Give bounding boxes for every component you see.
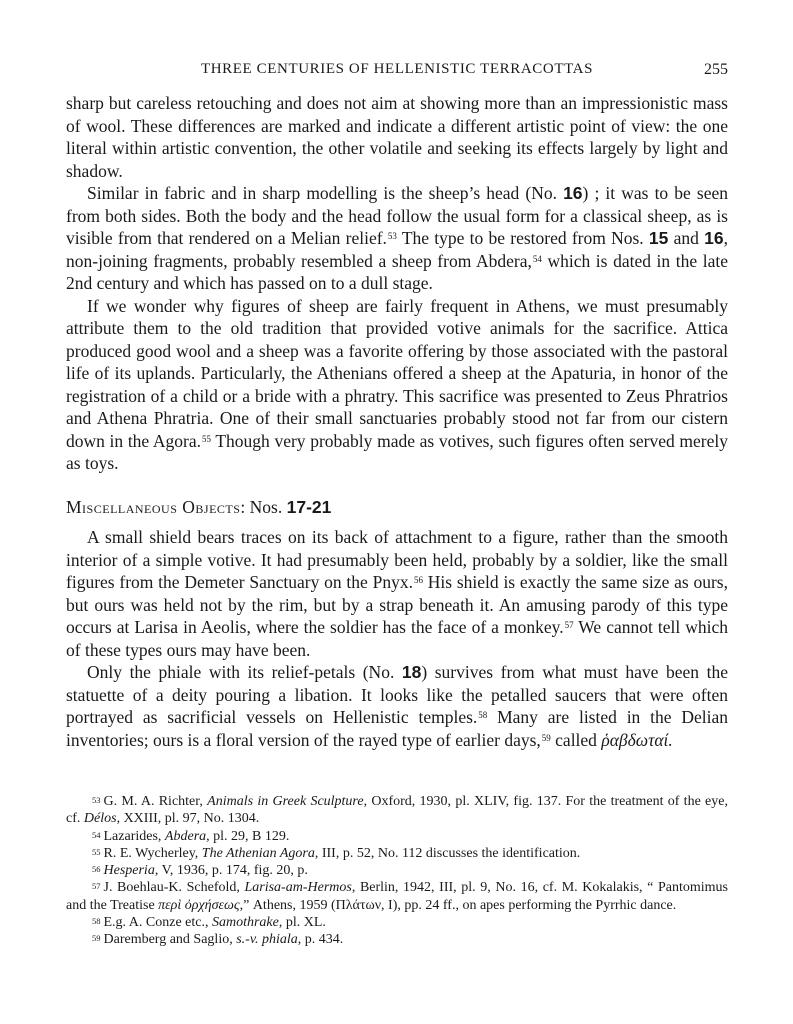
text-run: , pl. 29, B 129. (206, 828, 290, 844)
footnote-54 (66, 828, 728, 845)
footnote-ref-58[interactable]: 58 (478, 710, 488, 720)
footnote-ref-53[interactable]: 53 (387, 231, 397, 241)
cited-title: περὶ ὀρχήσεως (158, 897, 240, 913)
paragraph-5 (66, 661, 728, 751)
cited-title: Animals in Greek Sculpture (207, 794, 364, 809)
cited-title: The Athenian Agora (201, 845, 315, 861)
footnote-number: 55 (92, 846, 101, 857)
cited-title: Hesperia (103, 863, 155, 879)
text-run: If we wonder why figures of sheep are fairly frequent in Athens, we must presumably attribute them to the old tradition that provided votive animals for the sacrifice. Attica produced good wool and a sheep was a favorite offering by those associated with the pastoral life of its uplands. Particularly, the Athenians offered a sheep at the Apaturia, in honor of the registration of a child or a bride with a phratry. This sacrifice was presented to Zeus Phratrios and Athena Phratria. One of their small sanctuaries probably stood not far from our cistern down in the Agora. (66, 295, 728, 451)
paragraph-1 (66, 92, 728, 182)
text-run: ,” Athens, 1959 (Πλάτων, I), pp. 24 ff., on apes performing the Pyrrhic dance. (239, 897, 677, 913)
text-run: Daremberg and Saglio, (103, 932, 237, 948)
item-number: 15 (648, 228, 669, 248)
footnote-number: 59 (92, 933, 101, 944)
footnote-56 (66, 862, 728, 879)
footnote-number: 53 (92, 795, 101, 805)
text-run: which is dated in the late 2nd century and which has passed on to a dull stage. (66, 250, 728, 293)
cited-title: Abdera (164, 828, 207, 844)
footnote-ref-59[interactable]: 59 (541, 732, 551, 743)
text-run: Lazarides, (103, 828, 165, 844)
text-run: J. Boehlau-K. Schefold, (103, 880, 245, 896)
text-run: , pl. XL. (278, 915, 326, 931)
text-run: ) ; it was to be seen from both sides. Both the body and the head follow the usual form for a classical sheep, as is visible from that rendered on a Melian relief. (66, 183, 728, 248)
text-run: called (550, 729, 602, 750)
section-label: Miscellaneous Objects (66, 496, 241, 517)
text-run: , non-joining fragments, probably resembled a sheep from Abdera, (66, 228, 728, 271)
cited-title: Samothrake (211, 915, 279, 931)
footnote-57 (66, 879, 728, 914)
footnote-55 (66, 845, 728, 862)
paragraph-3 (66, 295, 728, 475)
footnote-ref-55[interactable]: 55 (202, 433, 212, 444)
text-run: , XXIII, pl. 97, No. 1304. (116, 811, 260, 827)
footnote-number: 58 (92, 916, 101, 927)
item-number: 16 (704, 228, 724, 248)
footnote-59 (66, 931, 728, 948)
paragraph-1-text: sharp but careless retouching and does not aim at showing more than an impressionistic mass of wool. These differences are marked and indicate a different artistic point of view: the one literal within artistic convention, the other volatile and seeking its effects largely by light and shadow. (66, 93, 728, 181)
section-sep: : Nos. (240, 496, 287, 517)
text-run: and (668, 228, 705, 248)
footnote-number: 56 (92, 864, 101, 875)
footnote-number: 57 (92, 881, 101, 892)
text-run: G. M. A. Richter, (103, 794, 208, 809)
footnote-58 (66, 914, 728, 931)
footnote-ref-57[interactable]: 57 (564, 620, 574, 630)
text-run: , p. 434. (297, 932, 344, 948)
footnotes (66, 793, 728, 949)
text-run: Only the phiale with its relief-petals (No. (87, 662, 402, 682)
text-run: , V, 1936, p. 174, fig. 20, p. (154, 863, 308, 879)
cited-title: s.-v. phiala (236, 932, 298, 948)
item-number: 18 (401, 662, 422, 682)
footnote-ref-54[interactable]: 54 (532, 253, 542, 264)
paragraph-4 (66, 526, 728, 661)
text-run: R. E. Wycherley, (103, 845, 202, 861)
cited-title: Délos (83, 811, 117, 827)
text-run: , Oxford, 1930, pl. XLIV, fig. 137. For the treatment of the eye, cf. (66, 794, 728, 827)
text-run: His shield is exactly the same size as ours, but ours was held not by the rim, but by a strap beneath it. An amusing parody of this type occurs at Larisa in Aeolis, where the soldier has the face of a monkey. (66, 572, 728, 637)
running-header (66, 61, 728, 83)
item-number: 16 (563, 183, 583, 203)
paragraph-2 (66, 182, 728, 295)
footnote-53 (66, 793, 728, 828)
footnote-ref-56[interactable]: 56 (413, 575, 423, 585)
text-run: Though very probably made as votives, such figures often served merely as toys. (66, 430, 728, 473)
text-run: We cannot tell which of these types ours may have been. (66, 617, 728, 660)
section-range: 17-21 (286, 496, 332, 517)
text-run: E.g. A. Conze etc., (103, 915, 212, 931)
cited-title: Larisa-am-Hermos (244, 880, 352, 896)
text-run: The type to be restored from Nos. (396, 228, 649, 248)
text-run: , III, p. 52, No. 112 discusses the identification. (314, 845, 581, 861)
text-run: Similar in fabric and in sharp modelling is the sheep’s head (No. (87, 183, 564, 203)
body-text (66, 92, 728, 751)
greek-term: ῥαβδωταί. (601, 729, 673, 750)
text-run: ) survives from what must have been the statuette of a deity pouring a libation. It looks like the petalled saucers that were often portrayed as sacrificial vessels on Hellenistic temples. (66, 662, 728, 727)
page-number: 255 (704, 61, 728, 78)
text-run: A small shield bears traces on its back of attachment to a figure, rather than the smooth interior of a simple votive. It had presumably been held, probably by a soldier, like the small figures from the Demeter Sanctuary on the Pnyx. (66, 527, 728, 592)
section-heading (66, 496, 728, 519)
running-title: THREE CENTURIES OF HELLENISTIC TERRACOTTAS (200, 61, 594, 77)
text-run: , Berlin, 1942, III, pl. 9, No. 16, cf. M. Kokalakis, “ Pantomimus and the Treatise (66, 880, 728, 913)
text-run: Many are listed in the Delian inventories; ours is a floral version of the rayed type of earlier days, (66, 707, 728, 750)
footnote-number: 54 (92, 829, 101, 840)
